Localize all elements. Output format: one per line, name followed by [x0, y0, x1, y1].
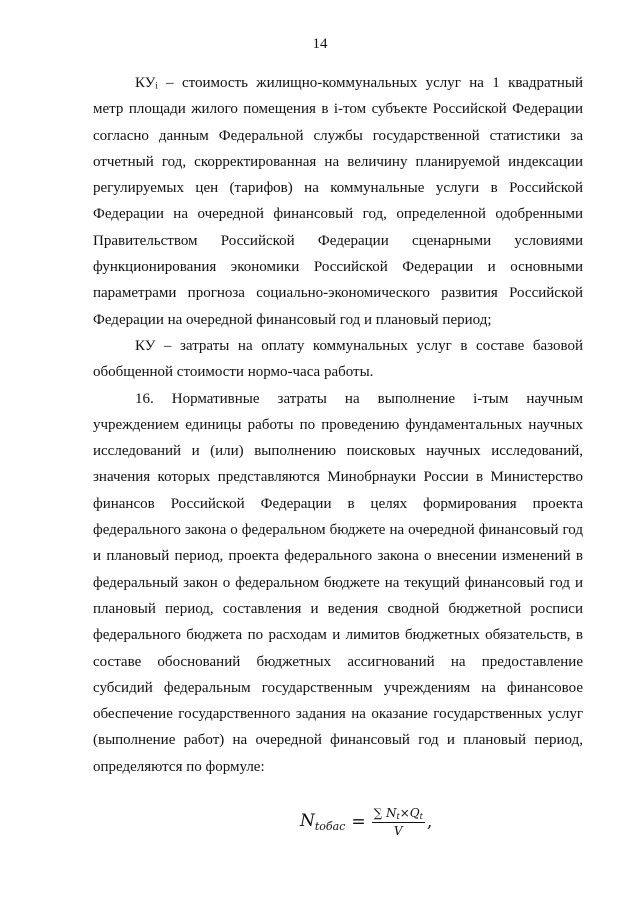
page-number: 14 — [312, 36, 328, 52]
formula — [300, 806, 432, 838]
formula-equals: = — [351, 812, 366, 832]
formula-denominator: V — [393, 824, 403, 838]
formula-trailing-comma: , — [426, 812, 433, 832]
formula-fraction — [372, 806, 425, 838]
formula-lhs: $N_{tобас}$ — [300, 811, 346, 833]
paragraph-item-16: 16. Нормативные затраты на выполнение i-тым научным учреждением единицы работы по проведению фундаментальных научных исследований и (или) выполнению поисковых научных исследований, значения которых представляются Минобрнауки России в Министерство финансов Российской Федерации в целях формирования проекта федерального закона о федеральном бюджете на очередной финансовый год и плановый период, проекта федерального закона о внесении изменений в федеральный закон о федеральном бюджете на текущий финансовый год и плановый период, составления и ведения сводной бюджетной росписи федерального бюджета по расходам и лимитов бюджетных обязательств, в составе обоснований бюджетных ассигнований на предоставление субсидий федеральным государственным учреждениям на финансовое обеспечение государственного задания на оказание государственных услуг (выполнение работ) на очередной финансовый год и плановый период, определяются по формуле: — [93, 390, 583, 775]
paragraph-ku-definition: КУ – затраты на оплату коммунальных услуг в составе базовой обобщенной стоимости нормо-часа работы. — [93, 337, 583, 381]
paragraph-ku-i-definition: КУᵢ – стоимость жилищно-коммунальных услуг на 1 квадратный метр площади жилого помещения в i-том субъекте Российской Федерации согласно данным Федеральной службы государственной статистики за отчетный год, скорректированная на величину планируемой индексации регулируемых цен (тарифов) на коммунальные услуги в Российской Федерации на очередной финансовый год, определенной одобренными Правительством Российской Федерации сценарными условиями функционирования экономики Российской Федерации и основными параметрами прогноза социально-экономического развития Российской Федерации на очередной финансовый год и плановый период; — [93, 75, 583, 328]
formula-numerator: ∑ $N_t\times Q_t$ — [373, 806, 423, 821]
document-body — [93, 70, 583, 780]
